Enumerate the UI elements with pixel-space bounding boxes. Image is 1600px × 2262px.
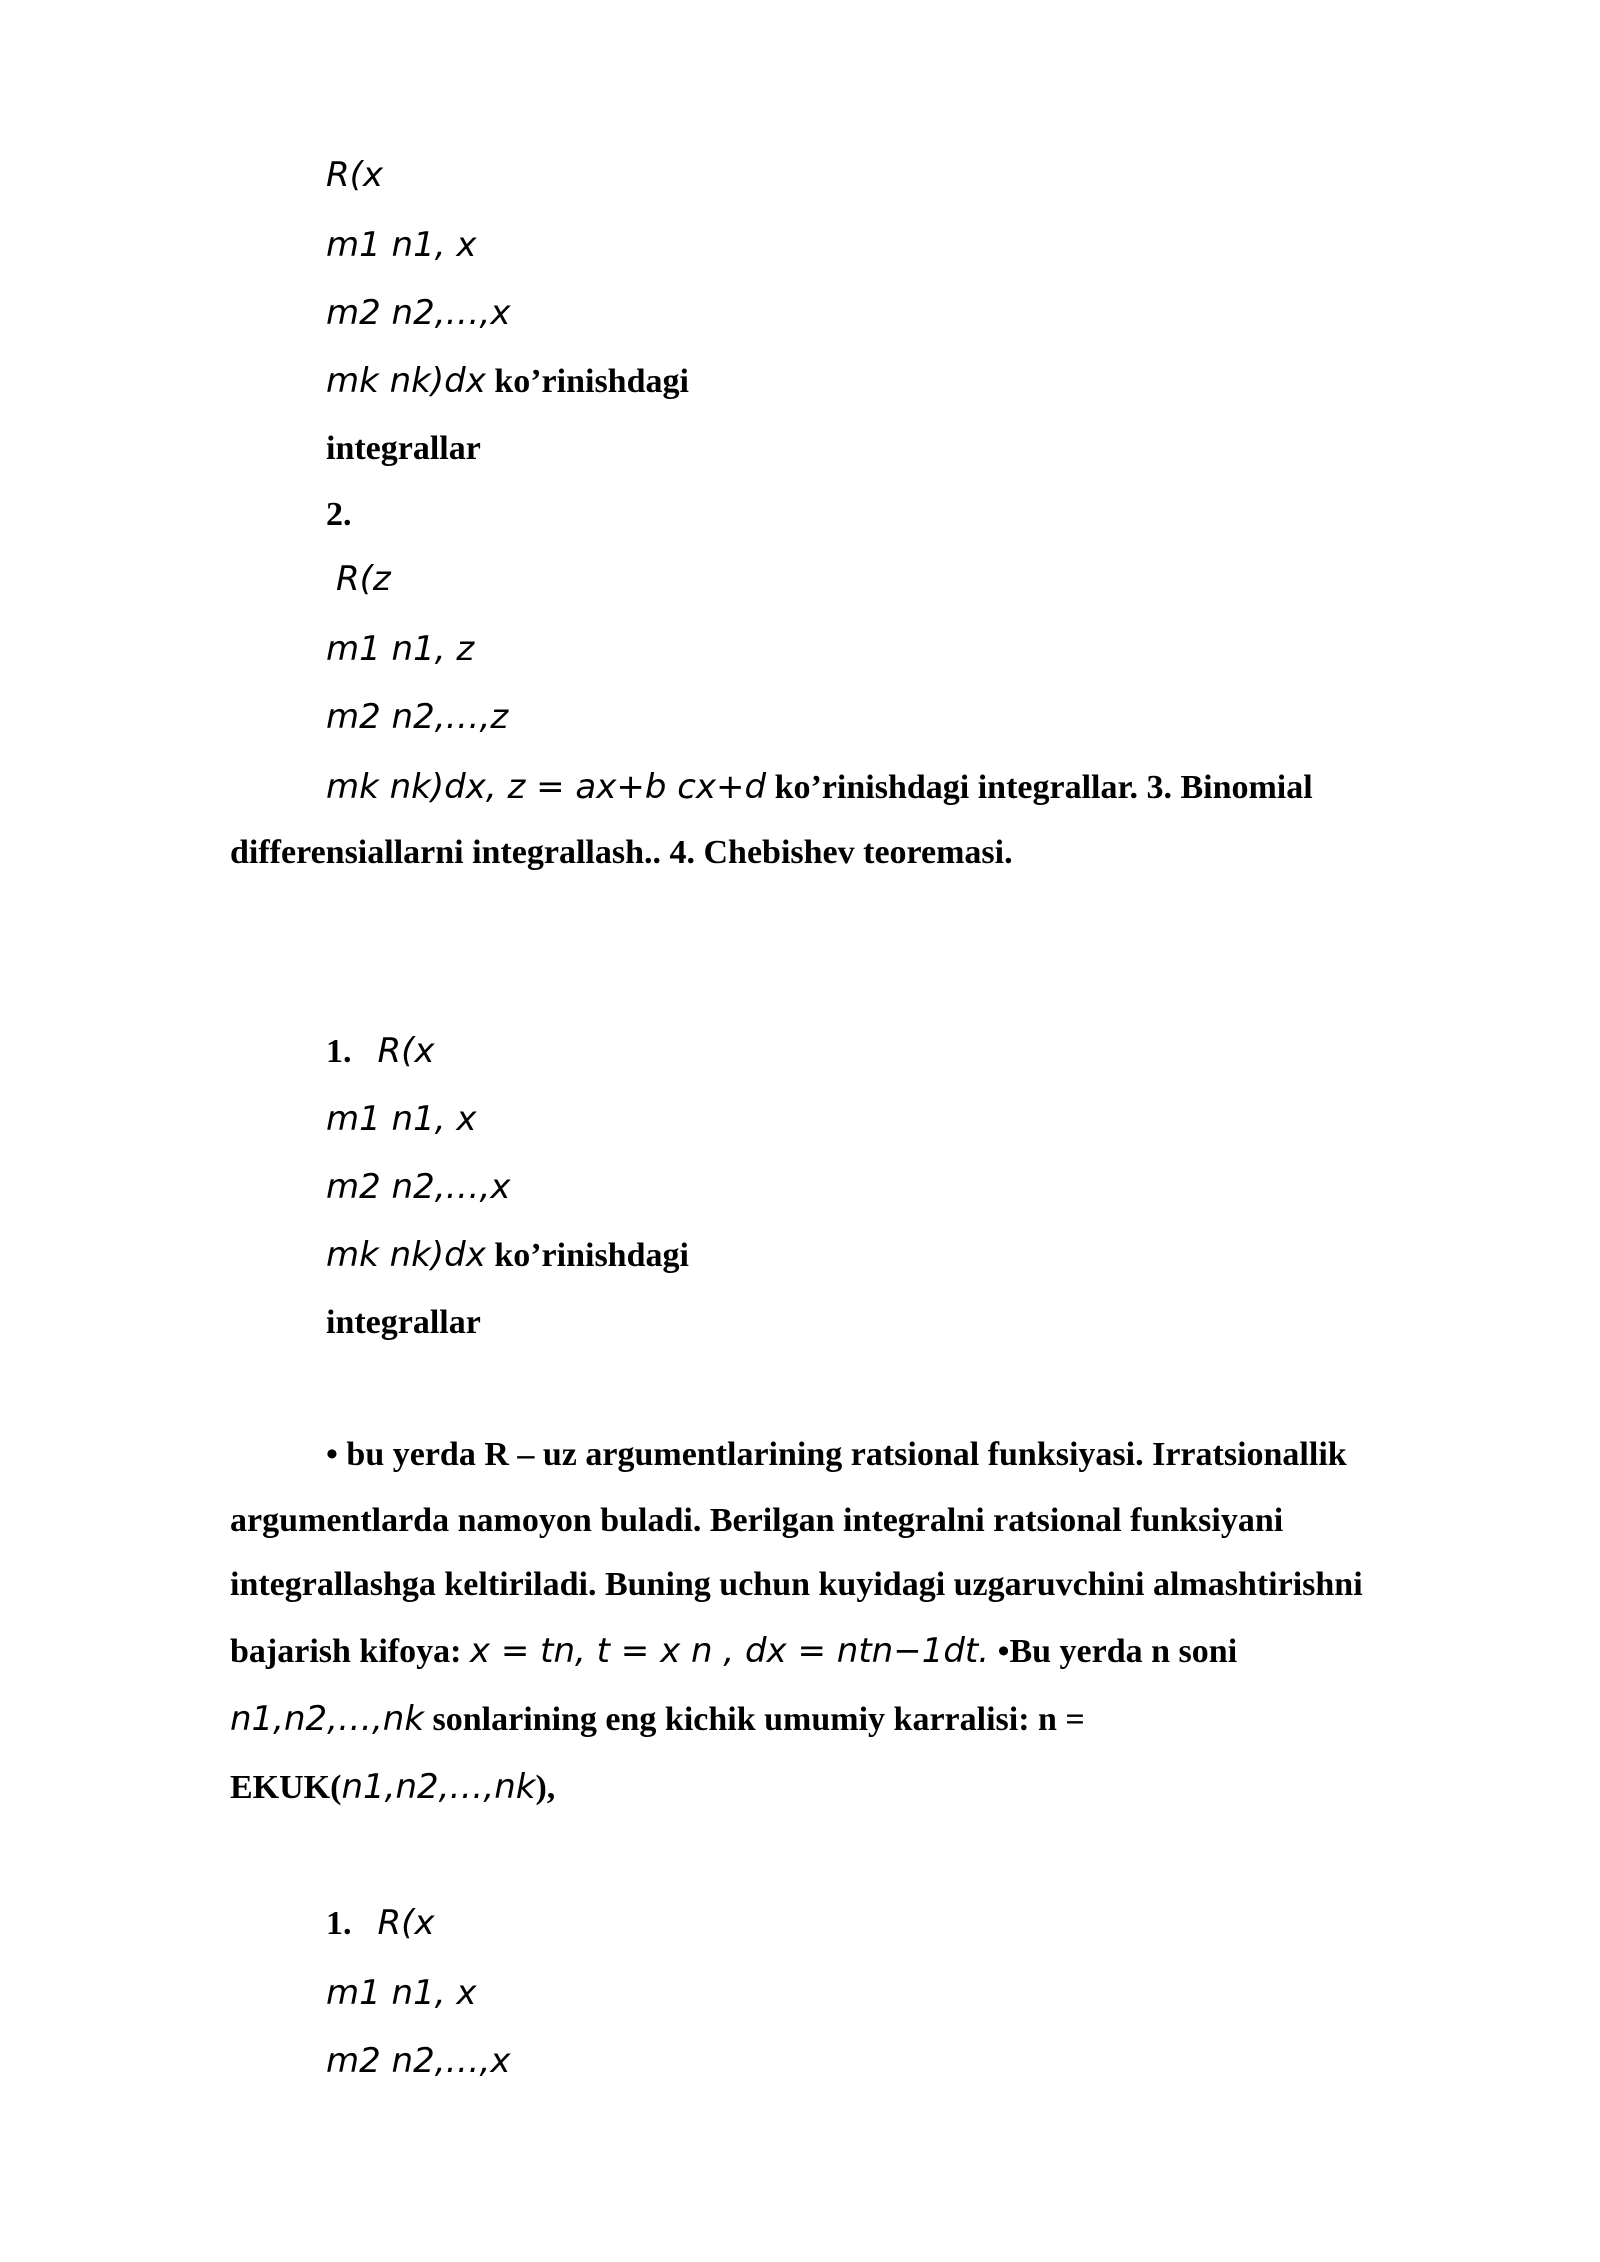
- formula-math: R(x: [377, 1031, 435, 1071]
- formula-math: R(x: [377, 1903, 435, 1943]
- formula-line: m2 n2,…,x: [326, 1167, 511, 1207]
- formula-line: [326, 1903, 435, 1943]
- formula-line: m2 n2,…,x: [326, 2041, 511, 2081]
- paragraph-text: sonlarining eng kichik umumiy karralisi: n =: [424, 1701, 1085, 1738]
- paragraph-line: • bu yerda R – uz argumentlarining ratsional funksiyasi. Irratsionallik: [326, 1436, 1347, 1473]
- formula-line: m1 n1, x: [326, 225, 477, 265]
- formula-math: mk nk)dx: [326, 361, 486, 401]
- formula-line: [326, 361, 689, 401]
- list-number: 2.: [326, 496, 352, 533]
- formula-line: m2 n2,…,z: [326, 697, 509, 737]
- text-line: integrallar: [326, 430, 481, 467]
- formula-text: ko’rinishdagi: [485, 363, 689, 400]
- formula-math: mk nk)dx: [326, 1235, 486, 1275]
- formula-math: mk nk)dx, z = ax+b cx+d: [326, 767, 767, 807]
- formula-line: [326, 1031, 435, 1071]
- formula-line: m1 n1, x: [326, 1099, 477, 1139]
- paragraph-text: bajarish kifoya:: [230, 1633, 470, 1670]
- list-number: 1.: [326, 1905, 352, 1942]
- paragraph-text: ),: [535, 1769, 556, 1806]
- paragraph-line: argumentlarda namoyon buladi. Berilgan integralni ratsional funksiyani: [230, 1502, 1284, 1539]
- formula-line: m1 n1, z: [326, 629, 475, 669]
- list-number: 1.: [326, 1033, 352, 1070]
- paragraph-line: integrallashga keltiriladi. Buning uchun kuyidagi uzgaruvchini almashtirishni: [230, 1566, 1363, 1603]
- text-line: differensiallarni integrallash.. 4. Chebishev teoremasi.: [230, 834, 1013, 871]
- formula-line: m1 n1, x: [326, 1973, 477, 2013]
- paragraph-line: [230, 1767, 556, 1807]
- formula-line: R(x: [326, 155, 384, 195]
- formula-line: m2 n2,…,x: [326, 293, 511, 333]
- formula-text: ko’rinishdagi: [485, 1237, 689, 1274]
- formula-line: R(z: [336, 559, 391, 599]
- paragraph-line: [230, 1631, 1238, 1671]
- formula-math: n1,n2,…,nk: [341, 1767, 536, 1807]
- formula-text: ko’rinishdagi integrallar. 3. Binomial: [766, 769, 1313, 806]
- paragraph-line: [230, 1699, 1085, 1739]
- paragraph-text: •Bu yerda n soni: [989, 1633, 1238, 1670]
- formula-math: n1,n2,…,nk: [230, 1699, 425, 1739]
- formula-line: [326, 1235, 689, 1275]
- text-line: integrallar: [326, 1304, 481, 1341]
- formula-math: x = tn, t = x n , dx = ntn−1dt.: [469, 1631, 990, 1671]
- formula-line: [326, 767, 1313, 807]
- paragraph-text: EKUK(: [230, 1769, 342, 1806]
